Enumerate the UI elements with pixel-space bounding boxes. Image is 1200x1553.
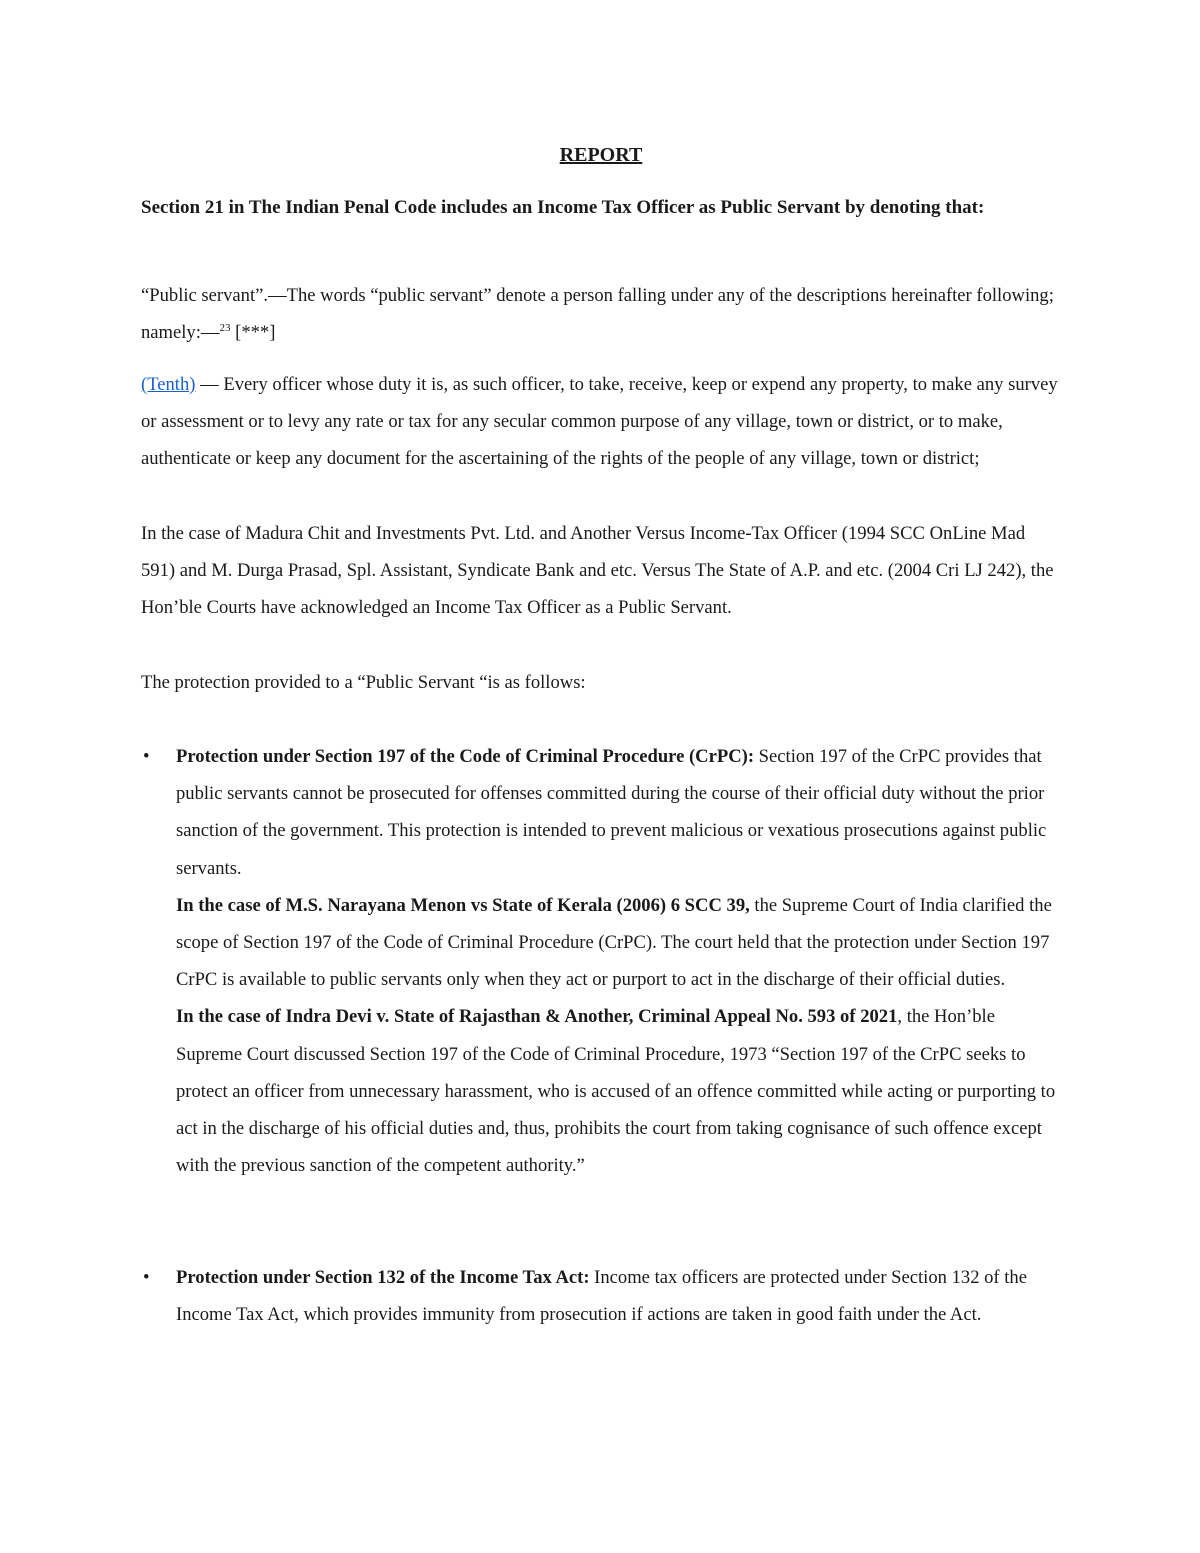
case-indra-devi [176,998,1061,1184]
section-heading: Section 21 in The Indian Penal Code includes an Income Tax Officer as Public Servant by denoting that: [141,197,985,218]
case-bold-lead: In the case of Indra Devi v. State of Rajasthan & Another, Criminal Appeal No. 593 of 2021 [176,1006,898,1028]
tenth-paragraph [141,366,1061,478]
definition-tail: [***] [230,322,276,344]
definition-paragraph [141,277,1061,351]
report-title: REPORT [559,144,643,166]
bullet-text [176,1259,1061,1333]
case-bold-lead: In the case of M.S. Narayana Menon vs State of Kerala (2006) 6 SCC 39, [176,894,750,916]
bullet-bold-lead: Protection under Section 197 of the Code of Criminal Procedure (CrPC): [176,746,755,767]
bullet-body: Section 197 of the CrPC provides that public servants cannot be prosecuted for offenses committed during the course of their official duty without the prior sanction of the government. This protection is intended to prevent malicious or vexatious prosecutions against public servants. [176,746,1047,879]
bullet-text [176,738,1061,1184]
bullet-body: Income tax officers are protected under Section 132 of the Income Tax Act, which provides immunity from prosecution if actions are taken in good faith under the Act. [176,1267,1027,1326]
case-narayana-menon [176,887,1061,999]
bullet-main-paragraph [176,738,1061,887]
tenth-link[interactable]: (Tenth) [141,374,196,395]
case-paragraph: In the case of Madura Chit and Investments Pvt. Ltd. and Another Versus Income-Tax Officer (1994 SCC OnLine Mad 591) and M. Durga Prasad, Spl. Assistant, Syndicate Bank and etc. Versus The State of A.P. and etc. (2004 Cri LJ 242), the Hon’ble Courts have acknowledged an Income Tax Officer as a Public Servant. [141,523,1054,619]
footnote-marker: 23 [219,322,231,335]
case-body: the Supreme Court of India clarified the scope of Section 197 of the Code of Criminal Procedure (CrPC). The court held that the protection under Section 197 CrPC is available to public servants only when they act or purport to act in the discharge of their official duties. [176,894,1052,991]
bullet-icon: • [143,1267,150,1288]
tenth-text: — Every officer whose duty it is, as such officer, to take, receive, keep or expend any property, to make any survey or assessment or to levy any rate or tax for any secular common purpose of any village, town or district, or to make, authenticate or keep any document for the ascertaining of the rights of the people of any village, town or district; [141,374,1058,470]
protection-intro: The protection provided to a “Public Servant “is as follows: [141,672,586,693]
bullet-bold-lead: Protection under Section 132 of the Income Tax Act: [176,1267,590,1288]
bullet-icon: • [143,746,150,767]
case-body: , the Hon’ble Supreme Court discussed Section 197 of the Code of Criminal Procedure, 1973 “Section 197 of the CrPC seeks to protect an officer from unnecessary harassment, who is accused of an offence committed while acting or purporting to act in the discharge of his official duties and, thus, prohibits the court from taking cognisance of such offence except with the previous sanction of the competent authority.” [176,1006,1056,1177]
definition-text: “Public servant”.—The words “public servant” denote a person falling under any of the descriptions hereinafter following; namely:— [141,285,1054,344]
